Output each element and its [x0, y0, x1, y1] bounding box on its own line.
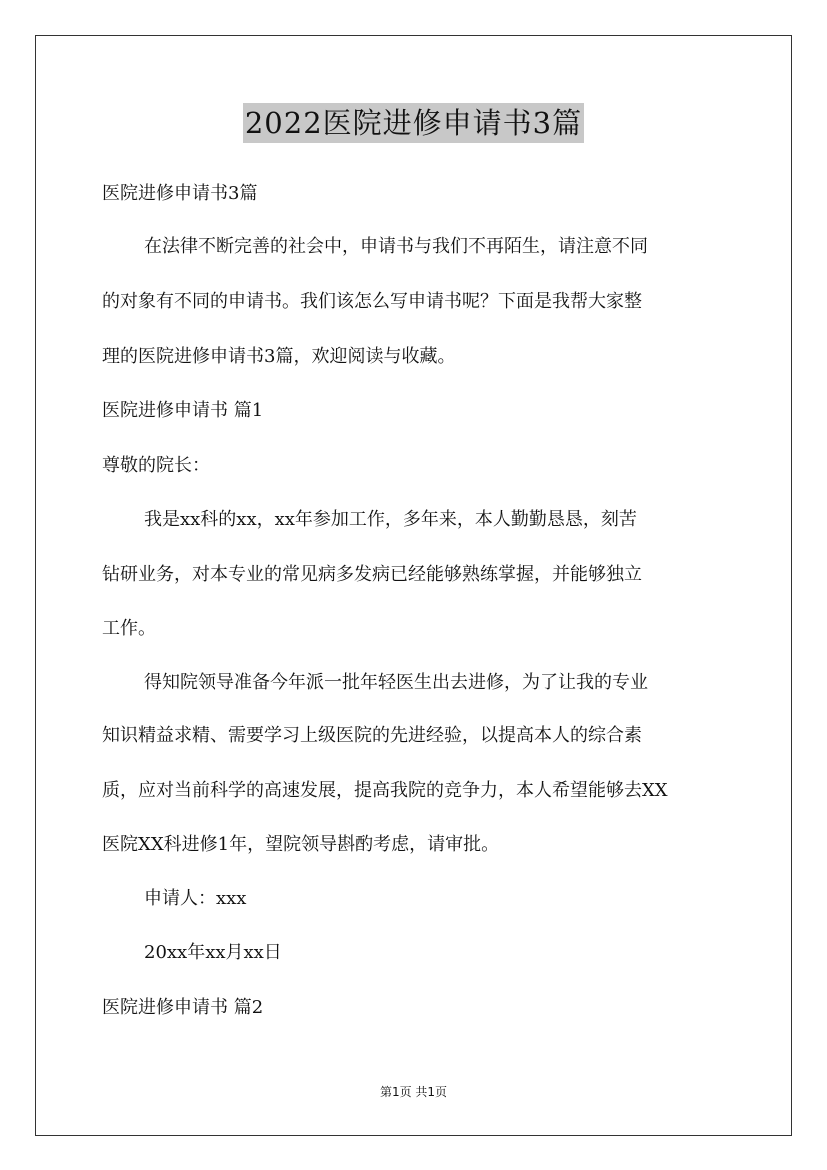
- page-footer: 第1页 共1页: [379, 1085, 448, 1099]
- applicant-line: 申请人：xxx: [144, 888, 247, 909]
- title-container: [0, 103, 827, 143]
- paragraph-line: 得知院领导准备今年派一批年轻医生出去进修，为了让我的专业: [144, 672, 648, 693]
- paragraph-line: 钻研业务，对本专业的常见病多发病已经能够熟练掌握，并能够独立: [102, 564, 642, 585]
- paragraph-line: 的对象有不同的申请书。我们该怎么写申请书呢？下面是我帮大家整: [102, 291, 642, 312]
- paragraph-line: 知识精益求精、需要学习上级医院的先进经验，以提高本人的综合素: [102, 725, 642, 746]
- salutation: 尊敬的院长：: [102, 455, 210, 476]
- paragraph-line: 我是xx科的xx，xx年参加工作，多年来，本人勤勤恳恳，刻苦: [144, 509, 637, 530]
- paragraph-line: 理的医院进修申请书3篇，欢迎阅读与收藏。: [102, 346, 456, 367]
- paragraph-line: 工作。: [102, 618, 156, 639]
- date-line: 20xx年xx月xx日: [144, 942, 282, 963]
- paragraph-line: 在法律不断完善的社会中，申请书与我们不再陌生，请注意不同: [144, 236, 648, 257]
- section-heading-2: 医院进修申请书 篇2: [102, 997, 264, 1018]
- document-title: 2022医院进修申请书3篇: [243, 103, 584, 143]
- section-heading-1: 医院进修申请书 篇1: [102, 400, 264, 421]
- subtitle-line: 医院进修申请书3篇: [102, 183, 258, 204]
- paragraph-line: 质，应对当前科学的高速发展，提高我院的竞争力，本人希望能够去XX: [102, 780, 668, 801]
- paragraph-line: 医院XX科进修1年，望院领导斟酌考虑，请审批。: [102, 834, 500, 855]
